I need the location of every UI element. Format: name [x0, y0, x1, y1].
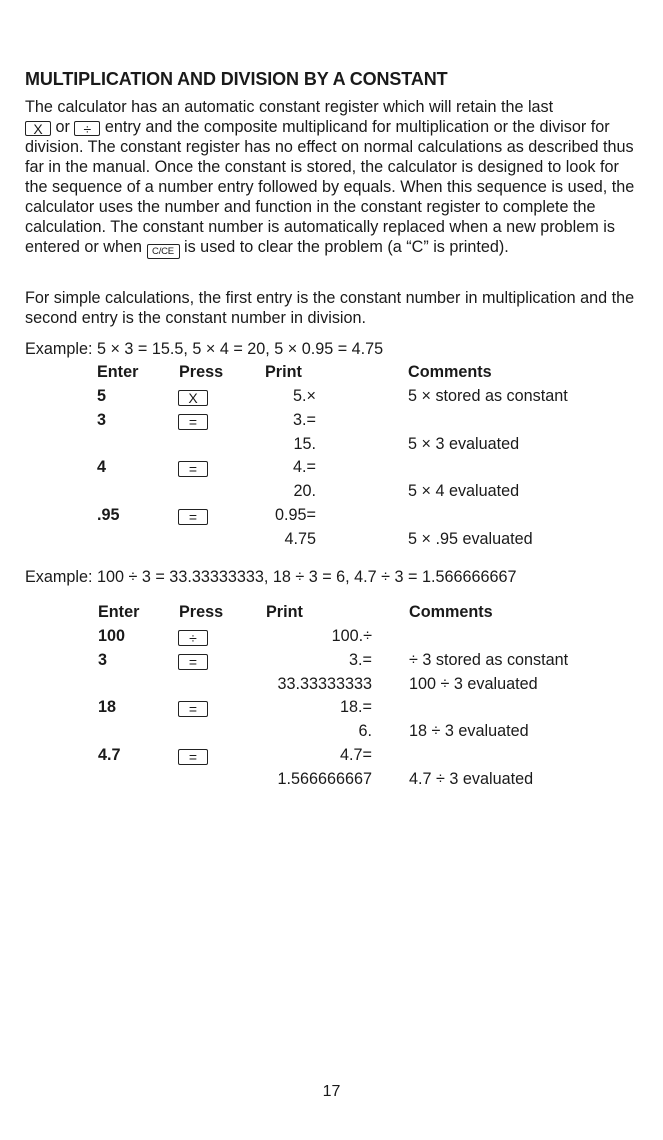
times-key-icon: X — [178, 390, 208, 406]
comment-text: 100 ÷ 3 evaluated — [409, 674, 538, 693]
constant-register-paragraph — [25, 97, 645, 259]
entry-value: 4.7 — [98, 746, 121, 764]
printed-value: 4.7= — [340, 746, 372, 764]
comment-text: 5 × 3 evaluated — [408, 434, 520, 453]
printed-value: 4.= — [293, 458, 316, 477]
comment-text: 5 × stored as constant — [408, 387, 568, 405]
printed-value: 4.75 — [284, 529, 316, 548]
equals-key-icon: = — [178, 461, 208, 477]
equals-key-icon: = — [178, 509, 208, 525]
printed-value: 5.× — [293, 387, 316, 405]
printed-value: 0.95= — [275, 506, 316, 524]
enter-header: Enter — [97, 363, 139, 381]
comments-header: Comments — [408, 363, 492, 381]
entry-value: 5 — [97, 387, 107, 405]
example2-title: Example: 100 ÷ 3 = 33.33333333, 18 ÷ 3 = 6, 4.7 ÷ 3 = 1.566666667 — [25, 568, 517, 586]
entry-value: 100 — [98, 627, 126, 645]
printed-value: 1.566666667 — [277, 769, 372, 788]
equals-key-icon: = — [178, 749, 208, 765]
printed-value: 3.= — [293, 410, 316, 429]
entry-value: 3 — [97, 410, 107, 429]
printed-value: 18.= — [340, 698, 372, 717]
clear-key-icon: C/CE — [147, 244, 180, 259]
times-key-icon: X — [25, 121, 51, 136]
entry-value: 4 — [97, 458, 107, 477]
comment-text: 18 ÷ 3 evaluated — [409, 722, 529, 741]
paragraph1-part4: is used to clear the problem (a “C” is printed). — [179, 238, 509, 256]
comments-header: Comments — [409, 603, 493, 621]
simple-calculations-paragraph: For simple calculations, the first entry is the constant number in multiplication and the second entry is the constant number in division. — [25, 289, 635, 327]
printed-value: 3.= — [349, 650, 372, 669]
paragraph1-part2: or — [51, 118, 75, 136]
printed-value: 6. — [358, 722, 372, 741]
divide-key-icon: ÷ — [178, 630, 208, 646]
equals-key-icon: = — [178, 654, 208, 670]
page-number: 17 — [322, 1083, 341, 1100]
equals-key-icon: = — [178, 414, 208, 430]
printed-value: 33.33333333 — [277, 674, 372, 693]
paragraph1-part1: The calculator has an automatic constant register which will retain the last — [25, 98, 554, 116]
entry-value: 3 — [98, 650, 108, 669]
comment-text: 4.7 ÷ 3 evaluated — [409, 769, 534, 788]
example1-title: Example: 5 × 3 = 15.5, 5 × 4 = 20, 5 × 0.95 = 4.75 — [25, 340, 384, 358]
print-header: Print — [265, 363, 302, 381]
press-header: Press — [179, 363, 224, 381]
printed-value: 100.÷ — [331, 627, 372, 645]
divide-key-icon: ÷ — [74, 121, 100, 136]
comment-text: ÷ 3 stored as constant — [409, 650, 569, 669]
entry-value: 18 — [98, 698, 117, 717]
press-header: Press — [179, 603, 224, 621]
printed-value: 15. — [293, 434, 316, 453]
paragraph1-part3: entry and the composite multiplicand for multiplication or the divisor for division. The constant register has no effect on normal calculations as described thus far in the manual. Once the constant is stored, the calculator is designed to look for the sequence of a number entry followed by equals. When this sequence is used, the calculator uses the number and function in the constant register to complete the calculation. The constant number is automatically replaced when a new problem is entered or when — [25, 118, 635, 256]
equals-key-icon: = — [178, 701, 208, 717]
print-header: Print — [266, 603, 303, 621]
section-heading: MULTIPLICATION AND DIVISION BY A CONSTANT — [25, 69, 448, 89]
comment-text: 5 × .95 evaluated — [408, 529, 533, 548]
printed-value: 20. — [293, 482, 316, 501]
comment-text: 5 × 4 evaluated — [408, 482, 520, 501]
enter-header: Enter — [98, 603, 140, 621]
entry-value: .95 — [97, 506, 120, 524]
